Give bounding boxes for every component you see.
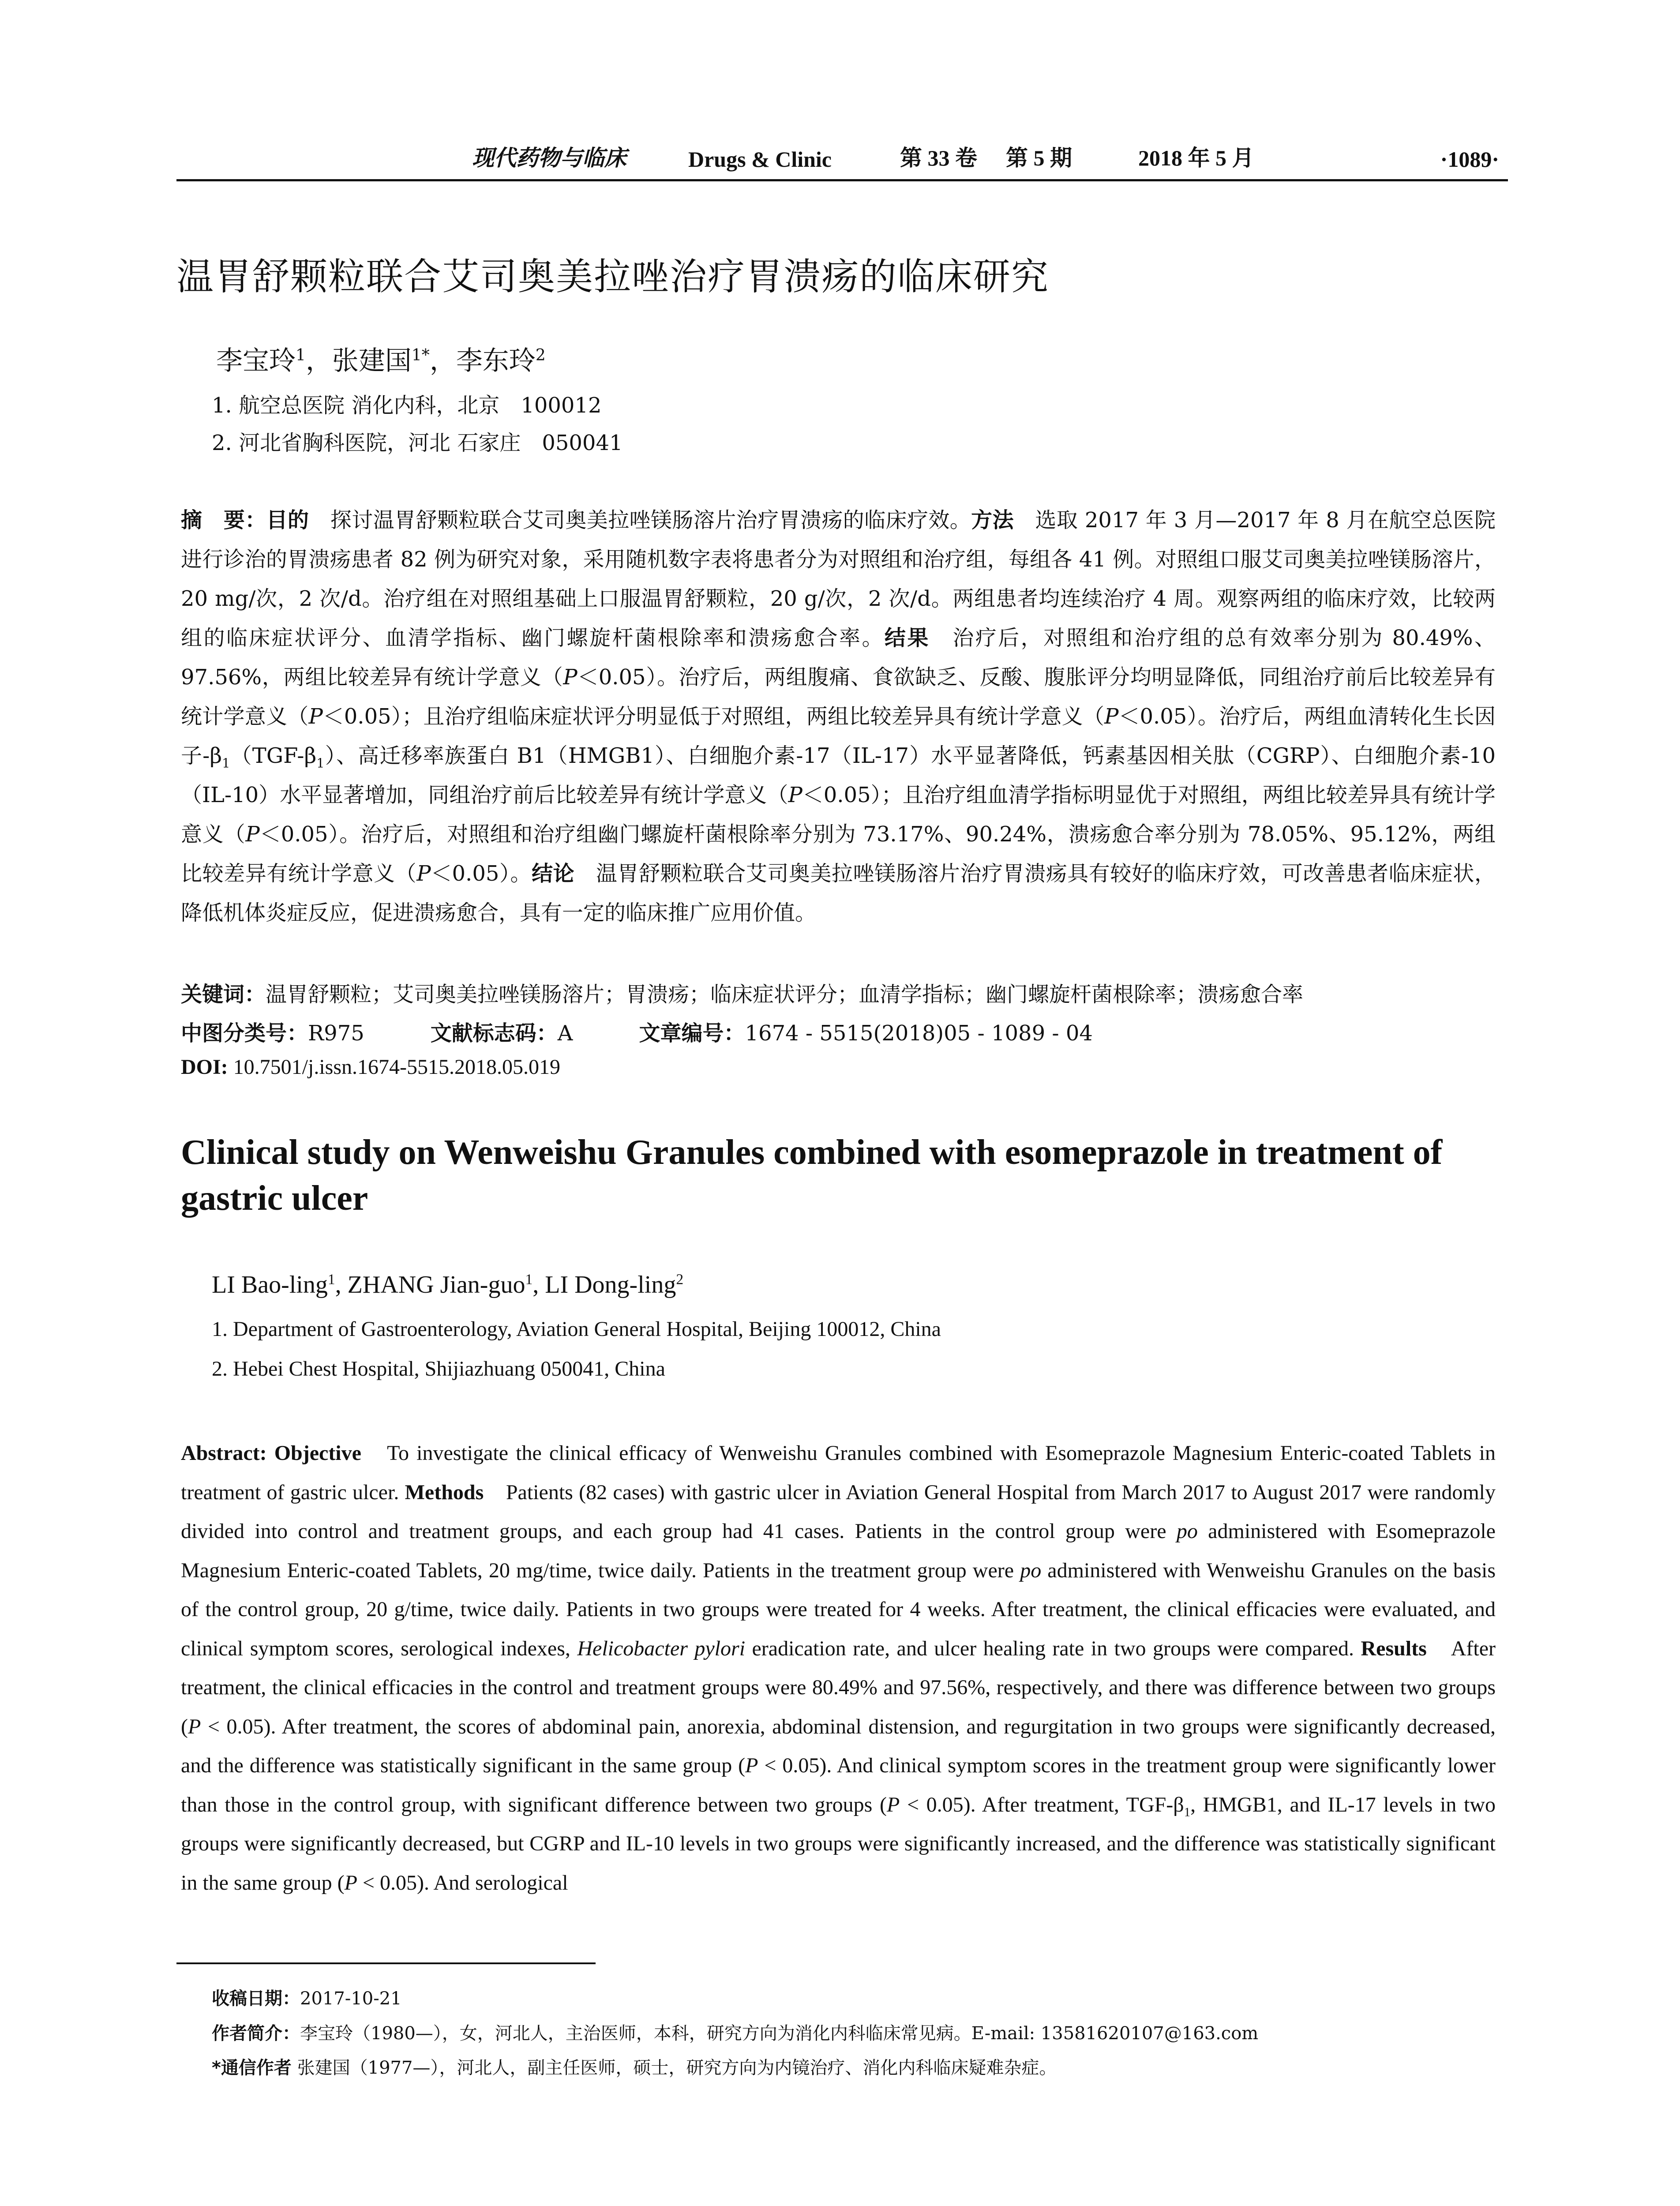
doc-code-label: 文献标志码： <box>430 1021 558 1046</box>
authors-cn: 李宝玲$^1$，张建国$^{1*}$，李东玲$^2$ <box>216 345 546 376</box>
author-name: LI Bao-ling <box>212 1271 328 1298</box>
results-text: ）；且治疗组血清学指标明显优于对照组，两组比较差异具有统计学意义（ <box>181 783 1496 847</box>
results-text: ）。治疗后，两组腹痛、食欲缺乏、反酸、腹胀评分均明显降低，同组治疗前后比较差异有统计学意义（ <box>181 665 1496 729</box>
species-name: Helicobacter pylori <box>577 1636 746 1660</box>
p-symbol: P <box>745 1754 758 1777</box>
keywords-label: 关键词： <box>181 982 266 1007</box>
subscript: 1 <box>316 755 325 771</box>
p-value: ＜0.05 <box>577 665 646 690</box>
results-label: 结果 <box>884 626 930 650</box>
title-en: Clinical study on Wenweishu Granules combined with esomeprazole in treatment of gastric ulcer <box>181 1133 1443 1218</box>
subscript: 1 <box>222 755 230 771</box>
affiliation-en-1: 1. Department of Gastroenterology, Aviation General Hospital, Beijing 100012, China <box>212 1317 941 1341</box>
class-value: R975 <box>308 1021 364 1046</box>
article-id-label: 文章编号： <box>639 1021 745 1046</box>
results-text: ）；且治疗组临床症状评分明显低于对照组，两组比较差异具有统计学意义（ <box>391 704 1105 729</box>
results-text: ）。治疗后，对照组和治疗组幽门螺旋杆菌根除率分别为 73.17%、90.24%，溃疡愈合率分别为 78.05%、95.12%，两组比较差异有统计学意义（ <box>181 822 1496 886</box>
author-mark: 1 <box>296 346 306 364</box>
author-mark: 1 <box>525 1271 533 1288</box>
abstract-label: Abstract: <box>181 1441 267 1465</box>
author-name: 李东玲 <box>456 345 536 376</box>
journal-volume: 第 33 卷 <box>900 146 977 170</box>
received-label: 收稿日期： <box>212 1988 300 2009</box>
author-name: 张建国 <box>332 345 412 376</box>
p-value: ＜0.05 <box>802 783 871 807</box>
class-label: 中图分类号： <box>181 1021 308 1046</box>
po-term: po <box>1176 1519 1198 1543</box>
bio-value: 李宝玲（1980—），女，河北人，主治医师，本科，研究方向为消化内科临床常见病。E-mail: 13581620107@163.com <box>300 2023 1259 2044</box>
author-name: LI Dong-ling <box>545 1271 676 1298</box>
results-text: , HMGB1, and IL-17 levels in two groups were significantly decreased, but CGRP and IL-10 levels in two groups were significantly increased, and the difference was statistically significant in the same group ( <box>181 1793 1496 1895</box>
doi-value: 10.7501/j.issn.1674-5515.2018.05.019 <box>228 1055 561 1079</box>
subscript: 1 <box>1184 1805 1191 1820</box>
results-text: ). And serological <box>416 1871 568 1895</box>
p-value: ＜0.05 <box>259 822 328 847</box>
author-mark: 1 <box>327 1271 335 1288</box>
results-text: ）。治疗后，两组血清转化生长因子-β <box>181 704 1496 768</box>
p-value: < 0.05 <box>758 1754 820 1777</box>
corresponding-label: *通信作者 <box>212 2058 292 2078</box>
author-name: ZHANG Jian-guo <box>347 1271 525 1298</box>
abstract-label: 摘 要： <box>181 508 266 533</box>
author-mark: 2 <box>535 346 546 364</box>
results-text: ). After treatment, TGF-β <box>963 1793 1184 1816</box>
page-number: ·1089· <box>1440 147 1499 172</box>
conclusion-label: 结论 <box>532 861 575 886</box>
results-text: ）。 <box>499 861 532 886</box>
methods-label: 方法 <box>971 508 1014 533</box>
doc-code-value: A <box>557 1021 573 1046</box>
methods-text: Patients (82 cases) with gastric ulcer in Aviation General Hospital from March 2017 to August 2017 were randomly divided into control and treatment groups, and each group had 41 cases. Patients in the control group were <box>181 1480 1496 1543</box>
results-text: ）、高迁移率族蛋白 B1（HMGB1）、白细胞介素-17（IL-17）水平显著降低，钙素基因相关肽（CGRP）、白细胞介素-10（IL-10）水平显著增加，同组治疗前后比较差异有统计学意义（ <box>181 743 1496 807</box>
doi-line <box>181 1054 1504 1079</box>
objective-text: To investigate the clinical efficacy of Wenweishu Granules combined with Esomeprazole Magnesium Enteric-coated Tablets in treatment of gastric ulcer. <box>181 1441 1496 1504</box>
authors-en: LI Bao-ling$^1$, ZHANG Jian-guo$^1$, LI Dong-ling$^2$ <box>212 1271 684 1298</box>
received-value: 2017-10-21 <box>300 1988 402 2009</box>
results-text: After treatment, the clinical efficacies in the control and treatment groups were 80.49% and 97.56%, respectively, and there was difference between two groups ( <box>181 1636 1496 1738</box>
p-symbol: P <box>416 861 431 886</box>
journal-name-en: Drugs & Clinic <box>688 147 832 172</box>
results-text: （TGF-β <box>230 743 317 768</box>
footnote-author-bio <box>212 2019 1258 2045</box>
author-mark: 2 <box>676 1271 684 1288</box>
running-head <box>176 141 1508 181</box>
methods-text: eradication rate, and ulcer healing rate in two groups were compared. <box>745 1636 1361 1660</box>
title-cn: 温胃舒颗粒联合艾司奥美拉唑治疗胃溃疡的临床研究 <box>176 255 1050 298</box>
bio-label: 作者简介： <box>212 2023 300 2044</box>
affiliation-cn-1: 1. 航空总医院 消化内科，北京 100012 <box>212 393 602 418</box>
p-symbol: P <box>344 1871 357 1895</box>
footnote-divider <box>176 1962 596 1964</box>
p-value: < 0.05 <box>900 1793 964 1816</box>
p-symbol: P <box>563 665 578 690</box>
footnote-received <box>212 1985 402 2010</box>
p-value: ＜0.05 <box>1118 704 1187 729</box>
po-term: po <box>1020 1558 1042 1582</box>
p-value: < 0.05 <box>357 1871 417 1895</box>
p-value: ＜0.05 <box>431 861 499 886</box>
results-text: ). And clinical symptom scores in the treatment group were significantly lower than those in the control group, with significant difference between two groups ( <box>181 1754 1496 1816</box>
journal-date: 2018 年 5 月 <box>1138 146 1254 170</box>
keywords-text: 温胃舒颗粒；艾司奥美拉唑镁肠溶片；胃溃疡；临床症状评分；血清学指标；幽门螺旋杆菌根除率；溃疡愈合率 <box>266 982 1304 1007</box>
objective-label: Objective <box>274 1441 361 1465</box>
results-text: ). After treatment, the scores of abdominal pain, anorexia, abdominal distension, and regurgitation in two groups were significantly decreased, and the difference was statistically significant in the same group ( <box>181 1715 1496 1777</box>
classification-line <box>181 1016 1504 1047</box>
results-label: Results <box>1361 1636 1427 1660</box>
author-mark: 1* <box>411 346 430 364</box>
keywords-cn <box>181 977 1504 1008</box>
p-symbol: P <box>308 704 323 729</box>
article-id-value: 1674 - 5515(2018)05 - 1089 - 04 <box>745 1021 1093 1046</box>
results-text: 治疗后，对照组和治疗组的总有效率分别为 80.49%、97.56%，两组比较差异有统计学意义（ <box>181 626 1496 690</box>
methods-label: Methods <box>405 1480 484 1504</box>
p-value: < 0.05 <box>201 1715 264 1738</box>
author-name: 李宝玲 <box>216 345 296 376</box>
journal-issue: 第 5 期 <box>1006 146 1072 170</box>
p-symbol: P <box>1104 704 1119 729</box>
doi-label: DOI: <box>181 1055 228 1079</box>
methods-text: administered with Esomeprazole Magnesium Enteric-coated Tablets, 20 mg/time, twice daily. Patients in the treatment group were <box>181 1519 1496 1582</box>
p-symbol: P <box>788 783 802 807</box>
affiliation-cn-2: 2. 河北省胸科医院，河北 石家庄 050041 <box>212 431 623 455</box>
objective-text: 探讨温胃舒颗粒联合艾司奥美拉唑镁肠溶片治疗胃溃疡的临床疗效。 <box>309 508 971 533</box>
p-symbol: P <box>245 822 260 847</box>
objective-label: 目的 <box>266 508 309 533</box>
conclusion-text: 温胃舒颗粒联合艾司奥美拉唑镁肠溶片治疗胃溃疡具有较好的临床疗效，可改善患者临床症状，降低机体炎症反应，促进溃疡愈合，具有一定的临床推广应用价值。 <box>181 861 1496 925</box>
affiliation-en-2: 2. Hebei Chest Hospital, Shijiazhuang 050041, China <box>212 1357 665 1381</box>
corresponding-value: 张建国（1977—），河北人，副主任医师，硕士，研究方向为内镜治疗、消化内科临床疑难杂症。 <box>291 2058 1057 2078</box>
abstract-en <box>181 1434 1496 1902</box>
methods-text: administered with Wenweishu Granules on the basis of the control group, 20 g/time, twice daily. Patients in two groups were treated for 4 weeks. After treatment, the clinical efficacies were evaluated, and clinical symptom scores, serological indexes, <box>181 1558 1496 1660</box>
journal-name-cn: 现代药物与临床 <box>472 145 626 171</box>
methods-text: 选取 2017 年 3 月—2017 年 8 月在航空总医院进行诊治的胃溃疡患者 82 例为研究对象，采用随机数字表将患者分为对照组和治疗组，每组各 41 例。对照组口服艾司奥美拉唑镁肠溶片，20 mg/次，2 次/d。治疗组在对照组基础上口服温胃舒颗粒，20 g/次，2 次/d。两组患者均连续治疗 4 周。观察两组的临床疗效，比较两组的临床症状评分、血清学指标、幽门螺旋杆菌根除率和溃疡愈合率。 <box>181 508 1496 650</box>
footnote-corresponding <box>212 2054 1057 2079</box>
p-symbol: P <box>188 1715 201 1738</box>
p-value: ＜0.05 <box>322 704 391 729</box>
p-symbol: P <box>886 1793 900 1816</box>
abstract-cn <box>181 501 1496 933</box>
